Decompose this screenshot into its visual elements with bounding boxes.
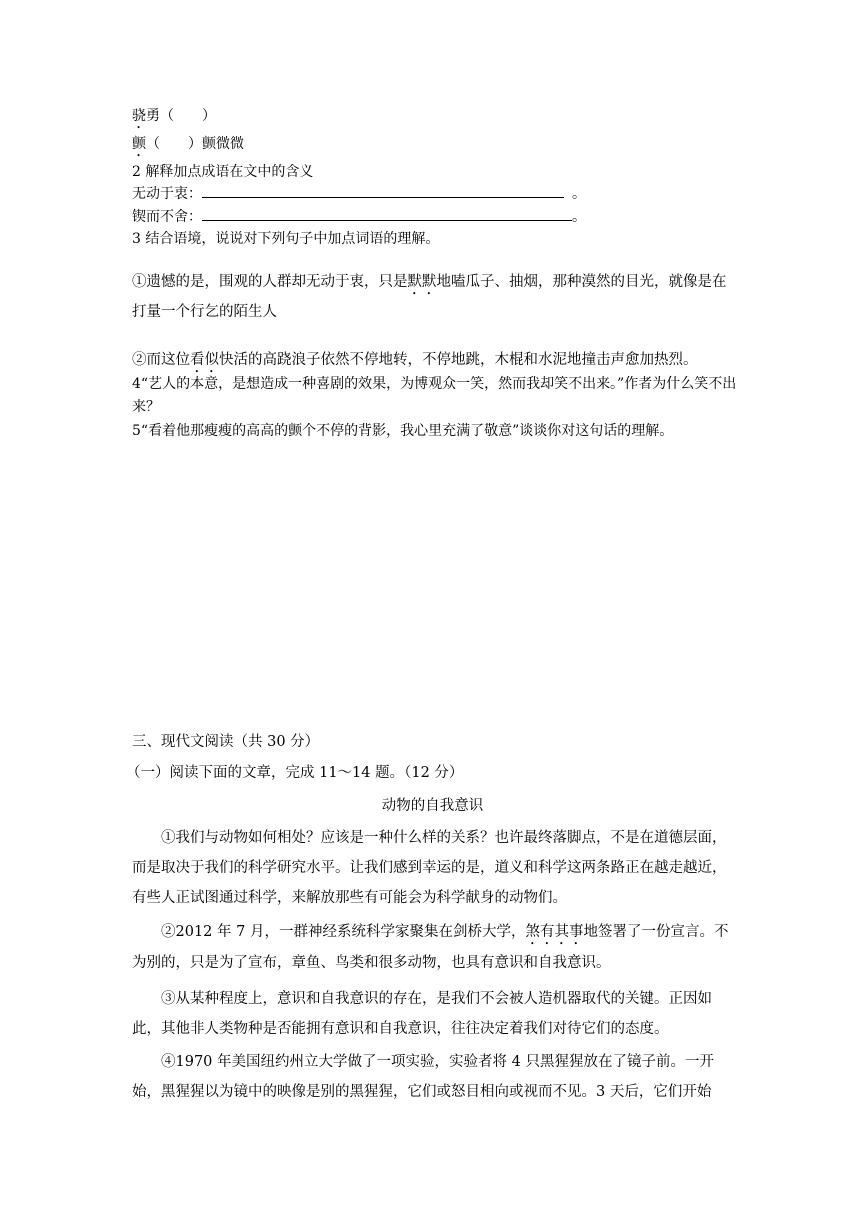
dotted-word: 默默 (407, 274, 437, 290)
dotted-char: 骁 (132, 108, 146, 124)
section-sub: （一）阅读下面的文章，完成 11～14 题。（12 分） (126, 765, 464, 781)
article-paragraph-3: ③从某种程度上，意识和自我意识的存在，是我们不会被人造机器取代的关键。正因如此，其他非人类物种是否能拥有意识和自我意识，往往决定着我们对待它们的态度。 (132, 991, 712, 1037)
answer-blank[interactable] (202, 185, 564, 198)
article-paragraph-1: ①我们与动物如何相处？应该是一种什么样的关系？也许最终落脚点，不是在道德层面，而是取决于我们的科学研究水平。让我们感到幸运的是，道义和科学这两条路正在越走越近，有些人正试图通过科学，来解放那些有可能会为科学献身的动物们。 (132, 830, 727, 906)
question-2: 2 解释加点成语在文中的含义 (132, 164, 314, 180)
article-paragraph-4: ④1970 年美国纽约州立大学做了一项实验，实验者将 4 只黑猩猩放在了镜子前。一开始，黑猩猩以为镜中的映像是别的黑猩猩，它们或怒目相向或视而不见。3 天后，它们开始 (132, 1054, 714, 1100)
question-4: 4“艺人的本意，是想造成一种喜剧的效果，为博观众一笑，然而我却笑不出来。”作者为什么笑不出来？ (132, 376, 737, 415)
article-title: 动物的自我意识 (381, 798, 484, 814)
section-heading: 三、现代文阅读（共 30 分） (132, 734, 320, 750)
dotted-word: 看似 (190, 352, 219, 368)
dotted-word: 煞有其事 (525, 924, 584, 940)
vocab-item-1: 骁勇（ ） (132, 108, 216, 124)
article-paragraph-2: ②2012 年 7 月，一群神经系统科学家聚集在剑桥大学，煞有其事地签署了一份宣言。不为别的，只是为了宣布，章鱼、鸟类和很多动物，也具有意识和自我意识。 (132, 924, 729, 971)
answer-blank[interactable] (202, 208, 572, 221)
sentence-2: ②而这位看似快活的高跷浪子依然不停地转，不停地跳，木棍和水泥地撞击声愈加热烈。 (132, 352, 698, 368)
vocab-item-2: 颤（ ）颤微微 (132, 136, 244, 152)
sentence-1: ①遗憾的是，围观的人群却无动于衷，只是默默地嗑瓜子、抽烟，那种漠然的目光，就像是在打量一个行乞的陌生人 (132, 274, 727, 320)
answer-line-2: 锲而不舍： 。 (132, 209, 586, 225)
answer-line-1: 无动于衷： 。 (132, 186, 586, 202)
question-3: 3 结合语境，说说对下列句子中加点词语的理解。 (132, 231, 440, 247)
question-5: 5“看着他那瘦瘦的高高的颤个不停的背影，我心里充满了敬意”谈谈你对这句话的理解。 (132, 423, 674, 439)
dotted-char: 颤 (132, 136, 146, 152)
